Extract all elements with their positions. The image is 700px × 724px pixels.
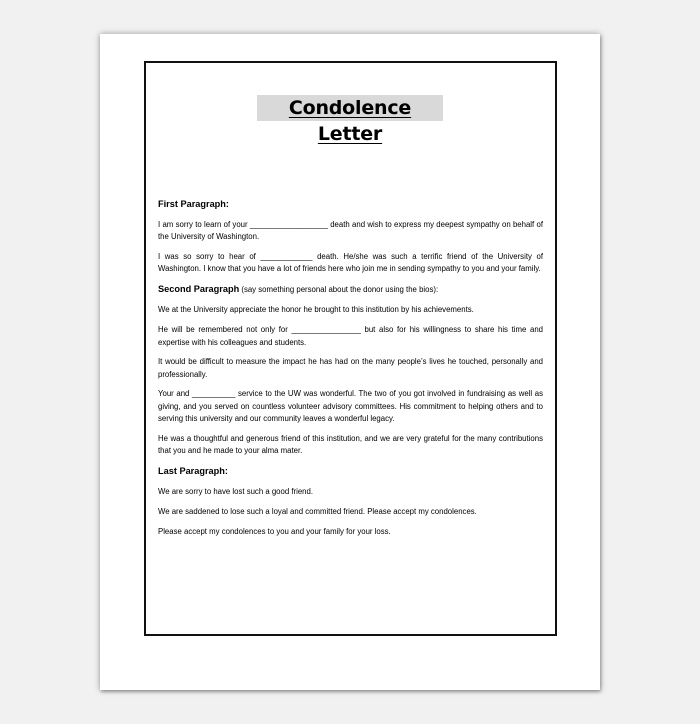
second-paragraph-heading-label: Second Paragraph <box>158 284 240 295</box>
second-paragraph-option-2: He will be remembered not only for ________________ but also for his willingness to share his time and expertise with his colleagues and students. <box>158 325 543 347</box>
second-paragraph-option-5: He was a thoughtful and generous friend of this institution, and we are very grateful for the many contributions that you and he made to your alma mater. <box>158 433 543 456</box>
second-paragraph-option-3: It would be difficult to measure the impact he has had on the many people’s lives he touched, personally and professionally. <box>158 357 543 379</box>
second-paragraph-option-4: Your and __________ service to the UW was wonderful. The two of you got involved in fundraising as well as giving, and you served on countless volunteer advisory committees. His commitment to helping others and to serving this university and our community leaves a wonderful legacy. <box>158 389 543 424</box>
second-paragraph-option-1: We at the University appreciate the honor he brought to this institution by his achievements. <box>158 305 474 315</box>
first-paragraph-option-2: I was so sorry to hear of ____________ death. He/she was such a terrific friend of the University of Washington. I know that you have a lot of friends here who join me in sending sympathy to you and your family. <box>158 252 543 274</box>
document-title: Condolence Letter <box>257 95 443 121</box>
first-paragraph-option-1: I am sorry to learn of your __________________ death and wish to express my deepest sympathy on behalf of the University of Washington. <box>158 220 543 242</box>
last-paragraph-heading: Last Paragraph: <box>158 465 228 476</box>
last-paragraph-option-1: We are sorry to have lost such a good friend. <box>158 486 314 496</box>
document-page <box>100 34 600 690</box>
first-paragraph-heading: First Paragraph: <box>158 199 229 209</box>
second-paragraph-heading-note: (say something personal about the donor using the bios): <box>239 285 439 295</box>
last-paragraph-option-2: We are saddened to lose such a loyal and committed friend. Please accept my condolences. <box>158 506 477 516</box>
letter-body <box>158 198 543 545</box>
second-paragraph-heading <box>158 283 543 296</box>
last-paragraph-option-3: Please accept my condolences to you and your family for your loss. <box>158 526 391 536</box>
page-border-frame <box>144 61 557 636</box>
